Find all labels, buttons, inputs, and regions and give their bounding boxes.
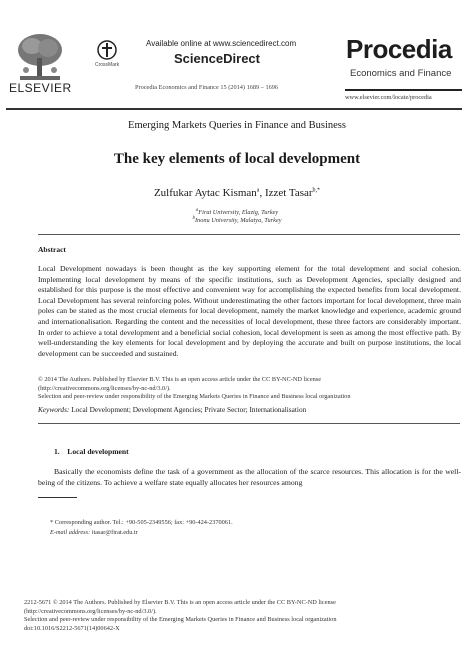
header-divider — [345, 89, 462, 91]
page-footer: 2212-5671 © 2014 The Authors. Published by Elsevier B.V. This is an open access article under the CC BY-NC-ND license (http://creativecommons.org/licenses/by-nc-nd/3.0/). Selection and peer-review under responsibility of the Emerging Markets Queries in Finance and Business local organization doi:10.1016/S2212-5671(14)00642-X — [24, 599, 464, 633]
author-name: Zulfukar Aytac Kisman — [153, 187, 257, 199]
section-heading: 1. Local development — [54, 447, 129, 456]
affiliation: $^b$Inonu University, Malatya, Turkey — [192, 216, 282, 225]
conference-name: Emerging Markets Queries in Finance and Business — [128, 120, 346, 131]
license-link[interactable]: (http://creativecommons.org/licenses/by-nc-nd/3.0/). — [38, 384, 171, 392]
publisher-name: ELSEVIER — [9, 81, 72, 95]
available-online-text: Available online at www.sciencedirect.com — [146, 39, 297, 48]
email-link[interactable]: itasar@firat.edu.tr — [91, 529, 138, 536]
journal-reference: Procedia Economics and Finance 15 (2014) 1689 – 1696 — [135, 84, 279, 91]
author-sup: a — [256, 187, 260, 194]
keywords-label: Keywords: — [38, 405, 70, 414]
sciencedirect-logo[interactable]: ScienceDirect — [174, 51, 260, 66]
keywords-list: Local Development; Development Agencies; Private Sector; Internationalisation — [71, 405, 307, 414]
header-rule — [6, 108, 462, 110]
corresponding-author-note: * Corresponding author. Tel.: +90-505-2349556; fax: +90-424-2370061. — [50, 519, 233, 526]
abstract-body: Local Development nowadays is been thought as the key supporting element for the total development and social cohesion. Implementing local development by means of the specific institutions, such as Development Agencies, specially designed and established for this purpose is the most effective and convenient way for accomplishing the expected benefits from local development. Local Development has several reinforcing poles. Without underestimating the other factors important for local development, three main poles can be stated as the most crucial elements for local development, namely the market knowledge and experience, academic ground and internationalisation. Regarding the content and the necessities of local development, these three factors are considerably important. In order to achieve a total development and a beneficial social cohesion, local development is seen as among the most effective path. By well-understanding the key elements for local development and by deploying the accurate and built on purpose institutions, the local development can be succeeded and sustained. — [38, 264, 461, 358]
crossmark-icon[interactable] — [97, 40, 117, 60]
footer-license-link[interactable]: (http://creativecommons.org/licenses/by-nc-nd/3.0/). — [24, 607, 157, 615]
affiliation: $^a$Firat University, Elazig, Turkey — [195, 208, 279, 217]
procedia-subtitle: Economics and Finance — [350, 68, 452, 79]
crossmark-label: CrossMark — [95, 62, 120, 68]
article-title: The key elements of local development — [113, 151, 361, 167]
author-sup: b,* — [312, 187, 321, 194]
abstract-copyright: © 2014 The Authors. Published by Elsevier B.V. This is an open access article under the CC BY-NC-ND license (http://creativecommons.org/licenses/by-nc-nd/3.0/). Selection and peer-review under responsibility of the Emerging Markets Queries in Finance and Business local organization — [38, 376, 461, 402]
author-list: Zulfukar Aytac Kisman$^a$, Izzet Tasar$^{b,*}$ — [153, 187, 321, 199]
email-note: E-mail address: itasar@firat.edu.tr — [50, 529, 138, 536]
section-body: Basically the economists define the task of a government as the allocation of the scarce resources. This allocation is for the well-being of the citizens. To achieve a welfare state equally allocates her resources among — [38, 467, 461, 487]
abstract-heading: Abstract — [38, 245, 66, 254]
journal-url-link[interactable]: www.elsevier.com/locate/procedia — [345, 94, 432, 101]
keywords — [38, 405, 461, 414]
keywords-divider — [38, 423, 460, 424]
footnote-divider — [38, 497, 77, 498]
author-name: Izzet Tasar — [264, 187, 313, 199]
elsevier-tree-logo — [14, 30, 66, 86]
procedia-brand: Procedia — [346, 34, 452, 64]
section-divider — [38, 234, 460, 235]
doi[interactable]: doi:10.1016/S2212-5671(14)00642-X — [24, 624, 120, 632]
